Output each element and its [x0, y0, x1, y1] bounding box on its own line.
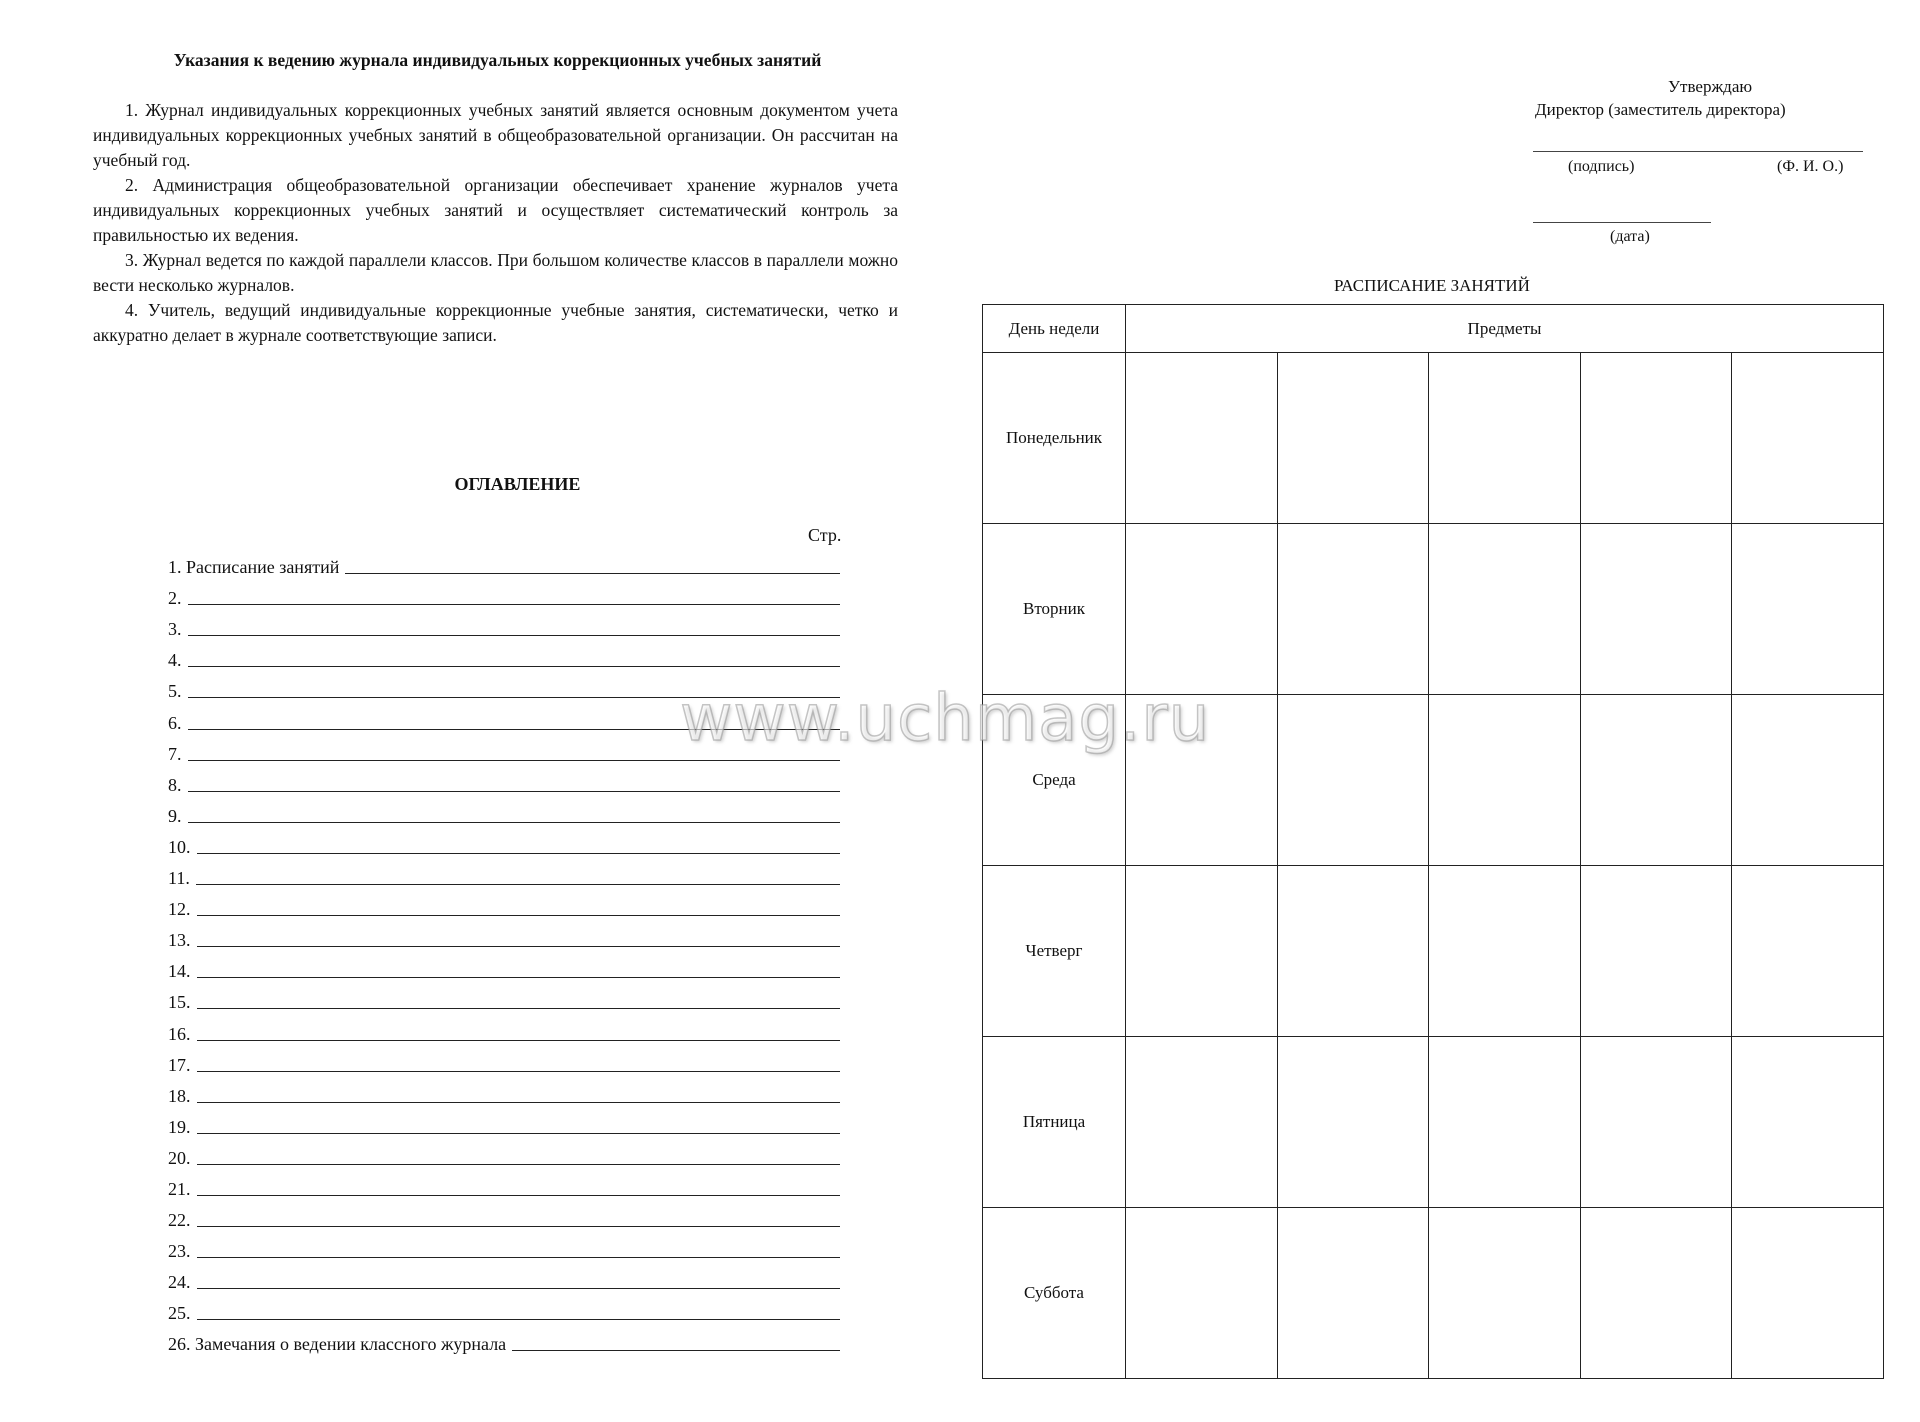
contents-item-line [197, 1226, 841, 1227]
contents-item-label: 6. [168, 712, 182, 733]
contents-item-line [197, 1102, 841, 1103]
subject-cell [1732, 1037, 1884, 1208]
contents-item-line [197, 1164, 841, 1165]
contents-item-label: 26. Замечания о ведении классного журнала [168, 1334, 507, 1355]
contents-item-label: 1. Расписание занятий [168, 557, 340, 578]
subject-cell [1732, 866, 1884, 1037]
contents-item-label: 24. [168, 1272, 191, 1293]
subject-cell [1126, 1208, 1278, 1379]
contents-item [168, 704, 840, 735]
contents-item [168, 829, 840, 860]
contents-item [168, 736, 840, 767]
contents-item-label: 25. [168, 1303, 191, 1324]
contents-item [168, 891, 840, 922]
contents-item [168, 1326, 840, 1357]
subject-cell [1429, 866, 1581, 1037]
contents-item [168, 860, 840, 891]
instruction-paragraph: 1. Журнал индивидуальных коррекционных учебных занятий является основным документом учета индивидуальных коррекционных учебных занятий в общеобразовательной организации. Он рассчитан на учебный год. [93, 100, 898, 170]
contents-item-line [197, 1257, 841, 1258]
contents-item [168, 798, 840, 829]
contents-page-label: Стр. [808, 525, 842, 545]
schedule-title: РАСПИСАНИЕ ЗАНЯТИЙ [1334, 276, 1530, 295]
contents-item-line [197, 946, 841, 947]
contents-item-label: 11. [168, 868, 190, 889]
contents-item-label: 7. [168, 743, 182, 764]
contents-item-label: 15. [168, 992, 191, 1013]
subject-cell [1126, 1037, 1278, 1208]
contents-item-label: 16. [168, 1023, 191, 1044]
contents-title: ОГЛАВЛЕНИЕ [454, 474, 581, 494]
subject-cell [1580, 1208, 1732, 1379]
subject-cell [1732, 353, 1884, 524]
contents-item-label: 8. [168, 774, 182, 795]
subject-cell [1277, 353, 1429, 524]
contents-item [168, 1015, 840, 1046]
schedule-table [982, 304, 1884, 1379]
day-cell: Среда [983, 695, 1126, 866]
contents-item-line [197, 1133, 841, 1134]
schedule-header-row [983, 305, 1884, 353]
contents-item-line [197, 1319, 841, 1320]
name-caption: (Ф. И. О.) [1777, 158, 1844, 175]
day-cell: Пятница [983, 1037, 1126, 1208]
contents-item-label: 4. [168, 650, 182, 671]
contents-item-label: 17. [168, 1054, 191, 1075]
subject-cell [1580, 524, 1732, 695]
subject-cell [1277, 524, 1429, 695]
subject-cell [1277, 1208, 1429, 1379]
contents-item [168, 1295, 840, 1326]
approval-heading: Утверждаю [1668, 77, 1753, 96]
subject-cell [1126, 866, 1278, 1037]
contents-item-line [188, 791, 841, 792]
subject-cell [1429, 1037, 1581, 1208]
contents-item-line [188, 666, 841, 667]
contents-item-line [188, 697, 841, 698]
signature-line [1533, 151, 1863, 152]
contents-item [168, 1078, 840, 1109]
contents-item-label: 13. [168, 930, 191, 951]
contents-item [168, 1202, 840, 1233]
contents-item-line [188, 604, 841, 605]
contents-item-label: 23. [168, 1241, 191, 1262]
subject-cell [1732, 524, 1884, 695]
schedule-row [983, 1208, 1884, 1379]
contents-item-line [197, 853, 841, 854]
day-cell: Понедельник [983, 353, 1126, 524]
contents-item [168, 984, 840, 1015]
subject-cell [1126, 695, 1278, 866]
subject-cell [1429, 1208, 1581, 1379]
contents-item [168, 673, 840, 704]
contents-item-label: 14. [168, 961, 191, 982]
schedule-row [983, 1037, 1884, 1208]
day-header: День недели [983, 305, 1126, 353]
subject-cell [1429, 353, 1581, 524]
subjects-header: Предметы [1126, 305, 1884, 353]
contents-item [168, 1140, 840, 1171]
subject-cell [1580, 695, 1732, 866]
contents-item-line [197, 1040, 841, 1041]
contents-item-line [188, 635, 841, 636]
contents-item-line [345, 573, 840, 574]
contents-item [168, 580, 840, 611]
contents-item-line [188, 729, 841, 730]
contents-list [168, 549, 840, 1357]
contents-item-line [197, 1288, 841, 1289]
subject-cell [1580, 866, 1732, 1037]
schedule-row [983, 695, 1884, 866]
contents-item [168, 611, 840, 642]
subject-cell [1732, 1208, 1884, 1379]
instructions-title: Указания к ведению журнала индивидуальных коррекционных учебных занятий [173, 50, 822, 70]
subject-cell [1580, 353, 1732, 524]
watermark: www.uchmag.ru [680, 682, 1211, 756]
date-line [1533, 222, 1711, 223]
instruction-paragraph: 2. Администрация общеобразовательной организации обеспечивает хранение журналов учета индивидуальных коррекционных учебных занятий и осуществляет систематический контроль за правильностью их ведения. [93, 175, 898, 245]
subject-cell [1429, 524, 1581, 695]
schedule-row [983, 866, 1884, 1037]
approval-role: Директор (заместитель директора) [1535, 100, 1786, 119]
contents-item-line [197, 1008, 841, 1009]
contents-item-label: 12. [168, 899, 191, 920]
contents-item-line [197, 977, 841, 978]
date-caption: (дата) [1610, 228, 1650, 245]
instruction-paragraph: 3. Журнал ведется по каждой параллели классов. При большом количестве классов в параллели можно вести несколько журналов. [93, 250, 898, 295]
subject-cell [1277, 1037, 1429, 1208]
instructions-body [93, 98, 898, 348]
subject-cell [1277, 695, 1429, 866]
day-cell: Суббота [983, 1208, 1126, 1379]
subject-cell [1126, 353, 1278, 524]
schedule-row [983, 524, 1884, 695]
contents-item [168, 1264, 840, 1295]
subject-cell [1429, 695, 1581, 866]
day-cell: Четверг [983, 866, 1126, 1037]
schedule-row [983, 353, 1884, 524]
contents-item-label: 10. [168, 836, 191, 857]
contents-item [168, 953, 840, 984]
contents-item [168, 642, 840, 673]
contents-item [168, 1109, 840, 1140]
contents-item-label: 21. [168, 1178, 191, 1199]
subject-cell [1126, 524, 1278, 695]
contents-item-label: 19. [168, 1116, 191, 1137]
contents-item [168, 767, 840, 798]
subject-cell [1732, 695, 1884, 866]
contents-item-line [512, 1350, 840, 1351]
contents-item-label: 2. [168, 588, 182, 609]
contents-item [168, 1047, 840, 1078]
contents-item-line [188, 760, 841, 761]
day-cell: Вторник [983, 524, 1126, 695]
contents-item-label: 22. [168, 1210, 191, 1231]
contents-item-label: 5. [168, 681, 182, 702]
contents-item [168, 1171, 840, 1202]
contents-item-label: 20. [168, 1147, 191, 1168]
contents-item [168, 922, 840, 953]
subject-cell [1580, 1037, 1732, 1208]
contents-item-line [188, 822, 841, 823]
signature-caption: (подпись) [1568, 158, 1635, 175]
contents-item-line [196, 884, 840, 885]
instruction-paragraph: 4. Учитель, ведущий индивидуальные коррекционные учебные занятия, систематически, четко и аккуратно делает в журнале соответствующие записи. [93, 300, 898, 345]
contents-item [168, 549, 840, 580]
contents-item-line [197, 915, 841, 916]
contents-item-line [197, 1071, 841, 1072]
contents-item-label: 18. [168, 1085, 191, 1106]
contents-item [168, 1233, 840, 1264]
contents-item-line [197, 1195, 841, 1196]
contents-item-label: 9. [168, 805, 182, 826]
contents-item-label: 3. [168, 619, 182, 640]
subject-cell [1277, 866, 1429, 1037]
